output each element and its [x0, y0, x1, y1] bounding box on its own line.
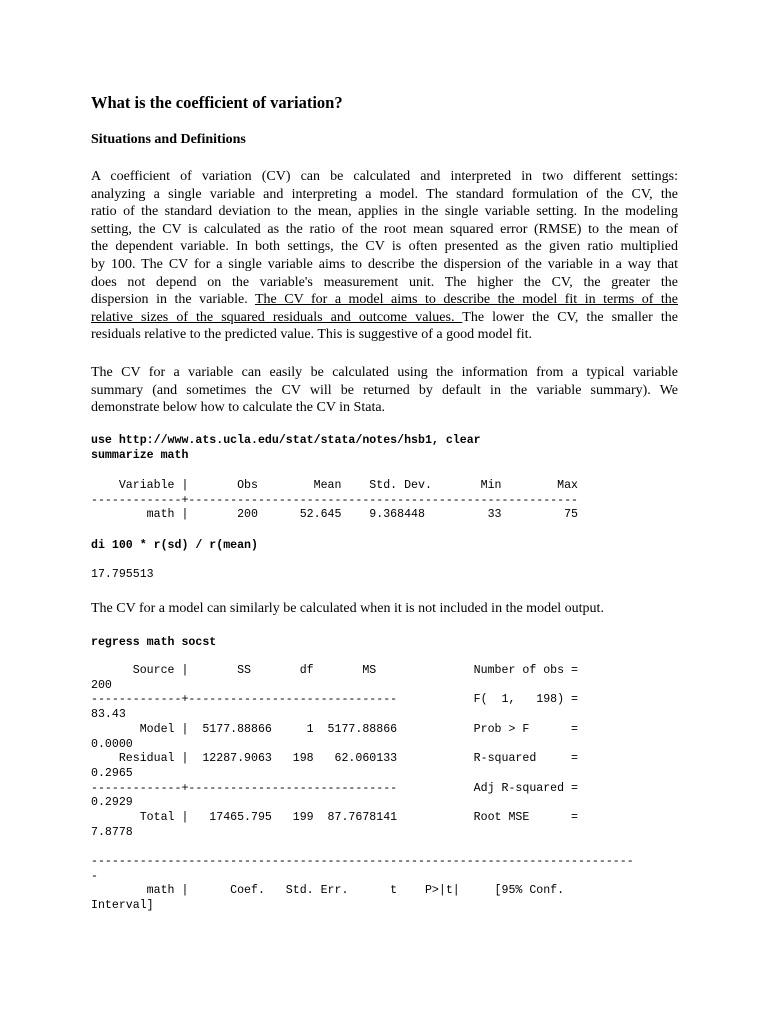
paragraph-line: The CV for a variable can easily be calculated using the information from a typical variable: [91, 365, 678, 380]
stata-command-cv: di 100 * r(sd) / r(mean): [91, 539, 258, 552]
stata-intro-paragraph: [91, 364, 678, 417]
regress-anova-output: Source | SS df MS Number of obs = 200 -------------+------------------------------ F( 1, 198) = 83.43 Model | 5177.88866 1 5177.88866 Prob > F = 0.0000 Residual | 12287.9063 198 62.060133 R-squared = 0.2965 -------------+------------------------------ Adj R-squared = 0.2929 Total | 17465.795 199 87.7678141 Root MSE = 7.8778: [91, 664, 579, 839]
underlined-text: The CV for a model aims to describe the model fit in terms of the: [254, 292, 679, 308]
plain-text: dispersion in the variable.: [91, 292, 255, 308]
summarize-output: Variable | Obs Mean Std. Dev. Min Max -------------+-------------------------------------------------------- math | 200 52.645 9.368448 33 75: [91, 479, 579, 522]
paragraph-line: summary (and sometimes the CV will be returned by default in the variable summary). We: [91, 382, 678, 398]
cv-result: 17.795513: [91, 568, 154, 581]
page-title: What is the coefficient of variation?: [91, 93, 343, 112]
paragraph-line: by 100. The CV for a single variable aims to describe the dispersion of the variable in a way that: [91, 256, 678, 272]
paragraph-line: ratio of the standard deviation to the mean, applies in the single variable setting. In the modeling: [91, 204, 678, 220]
paragraph-line: the dependent variable. In both settings, the CV is often presented as the given ratio multiplied: [91, 239, 678, 255]
definitions-paragraph: [91, 168, 678, 344]
paragraph-line: [91, 309, 678, 327]
stata-command-regress: regress math socst: [91, 636, 217, 649]
stata-command-block: use http://www.ats.ucla.edu/stat/stata/notes/hsb1, clear summarize math: [91, 434, 481, 462]
paragraph-line: does not depend on the variable's measurement unit. The higher the CV, the greater the: [91, 274, 678, 290]
underlined-text: relative sizes of the squared residuals and outcome values.: [91, 309, 463, 325]
paragraph-line: setting, the CV is calculated as the ratio of the root mean squared error (RMSE) to the mean of: [91, 221, 678, 237]
paragraph-line: demonstrate below how to calculate the CV in Stata.: [91, 400, 386, 416]
model-cv-paragraph: The CV for a model can similarly be calculated when it is not included in the model output.: [91, 601, 604, 616]
paragraph-line: A coefficient of variation (CV) can be calculated and interpreted in two different settings:: [91, 169, 678, 184]
paragraph-line: [91, 291, 678, 309]
section-heading: Situations and Definitions: [91, 132, 246, 147]
regress-coef-header: ------------------------------------------------------------------------------ - math | Coef. Std. Err. t P>|t| [95% Conf. Interval]: [91, 855, 634, 913]
plain-text: The lower the CV, the smaller the: [462, 309, 678, 325]
paragraph-line: analyzing a single variable and interpreting a model. The standard formulation of the CV, the: [91, 186, 678, 202]
paragraph-line: residuals relative to the predicted value. This is suggestive of a good model fit.: [91, 327, 533, 343]
